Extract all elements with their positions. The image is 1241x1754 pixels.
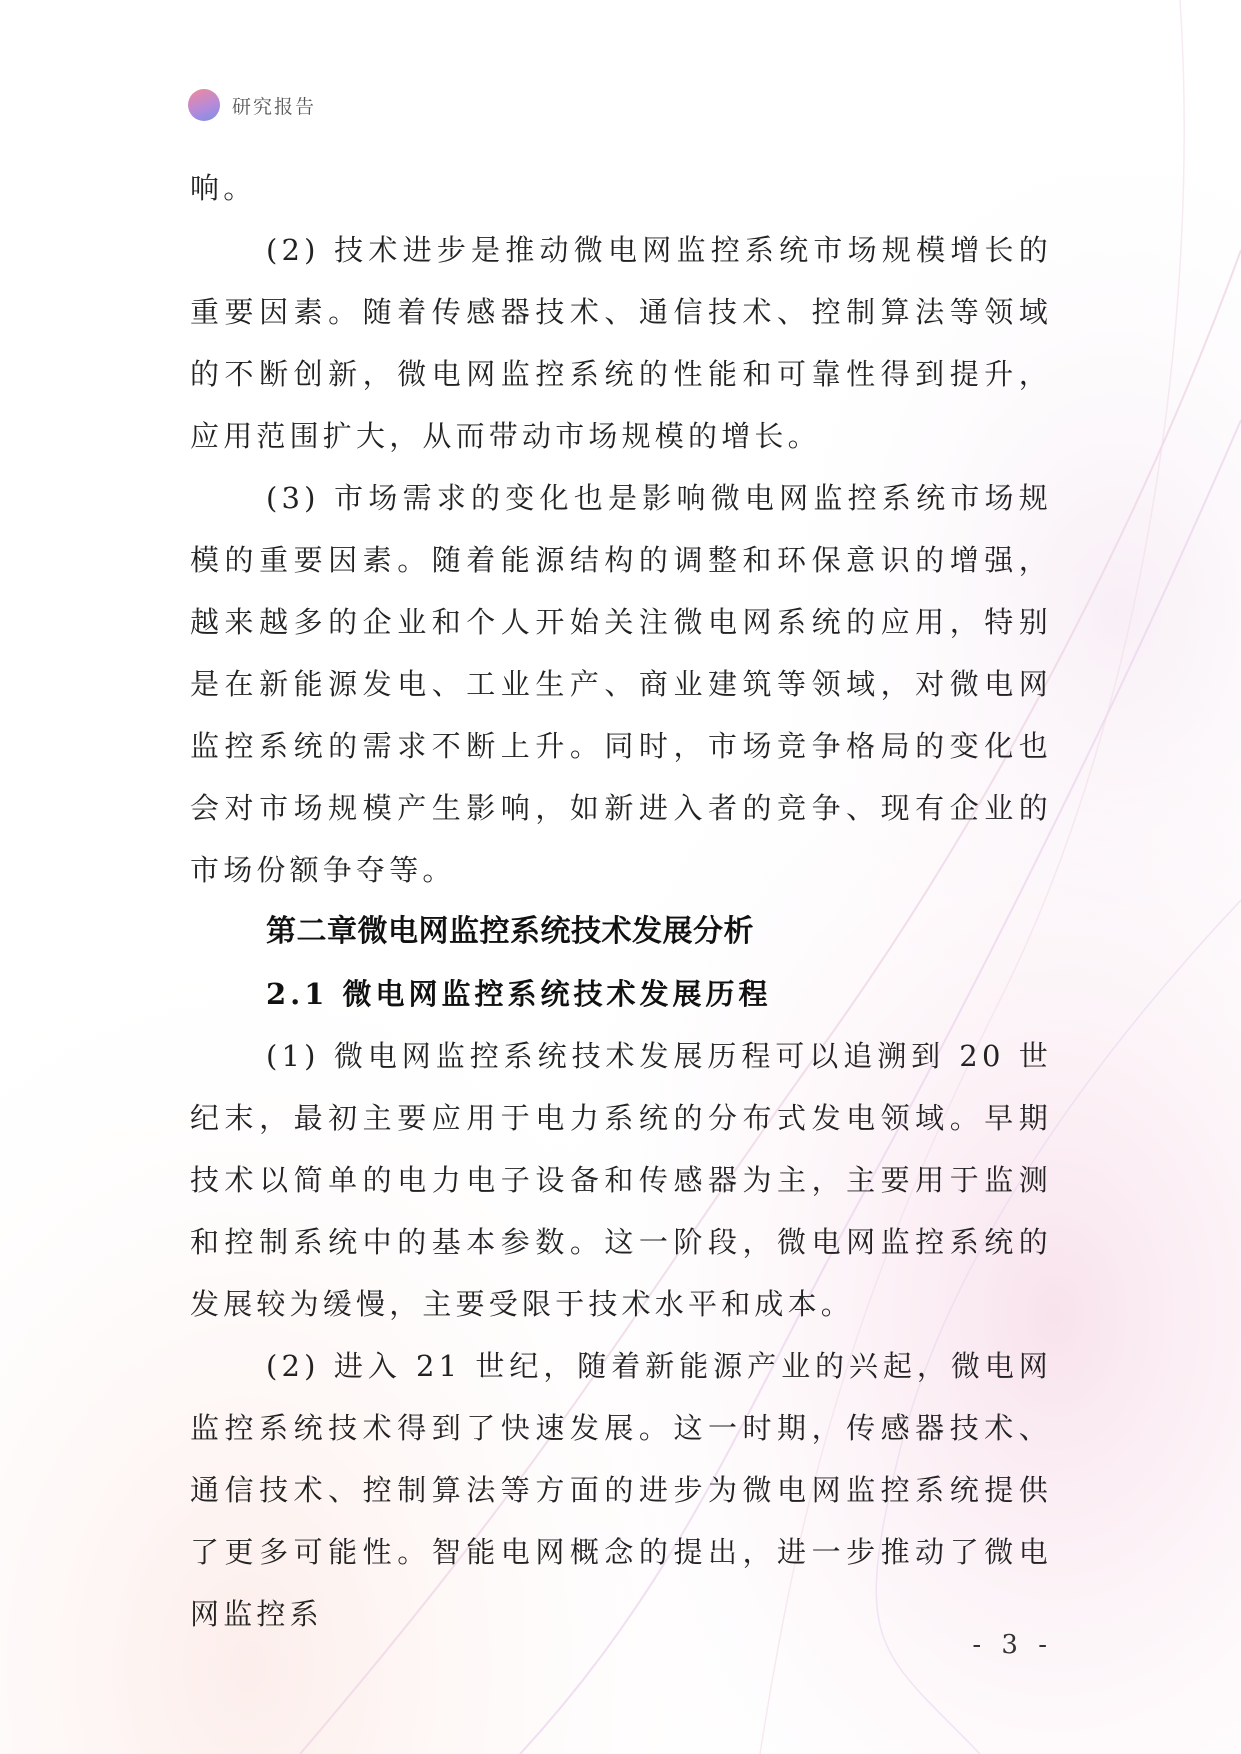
chapter-heading: 第二章微电网监控系统技术发展分析 [266,914,754,949]
page-header [188,88,316,122]
paragraph: 响。 [190,171,257,205]
section-heading: 2.1 微电网监控系统技术发展历程 [266,977,772,1011]
document-body [190,157,1052,1645]
paragraph: (1) 微电网监控系统技术发展历程可以追溯到 20 世纪末，最初主要应用于电力系统的分布式发电领域。早期技术以简单的电力电子设备和传感器为主，主要用于监测和控制系统中的基本参数。这一阶段，微电网监控系统的发展较为缓慢，主要受限于技术水平和成本。 [190,1039,1052,1321]
paragraph: (3) 市场需求的变化也是影响微电网监控系统市场规模的重要因素。随着能源结构的调整和环保意识的增强，越来越多的企业和个人开始关注微电网系统的应用，特别是在新能源发电、工业生产、商业建筑等领域，对微电网监控系统的需求不断上升。同时，市场竞争格局的变化也会对市场规模产生影响，如新进入者的竞争、现有企业的市场份额争夺等。 [190,481,1052,887]
paragraph: (2) 技术进步是推动微电网监控系统市场规模增长的重要因素。随着传感器技术、通信技术、控制算法等领域的不断创新，微电网监控系统的性能和可靠性得到提升，应用范围扩大，从而带动市场规模的增长。 [190,233,1052,453]
page-number: - 3 - [972,1630,1053,1660]
gradient-circle-logo-icon [188,89,220,121]
header-title: 研究报告 [232,95,317,118]
paragraph: (2) 进入 21 世纪，随着新能源产业的兴起，微电网监控系统技术得到了快速发展。这一时期，传感器技术、通信技术、控制算法等方面的进步为微电网监控系统提供了更多可能性。智能电网概念的提出，进一步推动了微电网监控系 [190,1349,1052,1631]
